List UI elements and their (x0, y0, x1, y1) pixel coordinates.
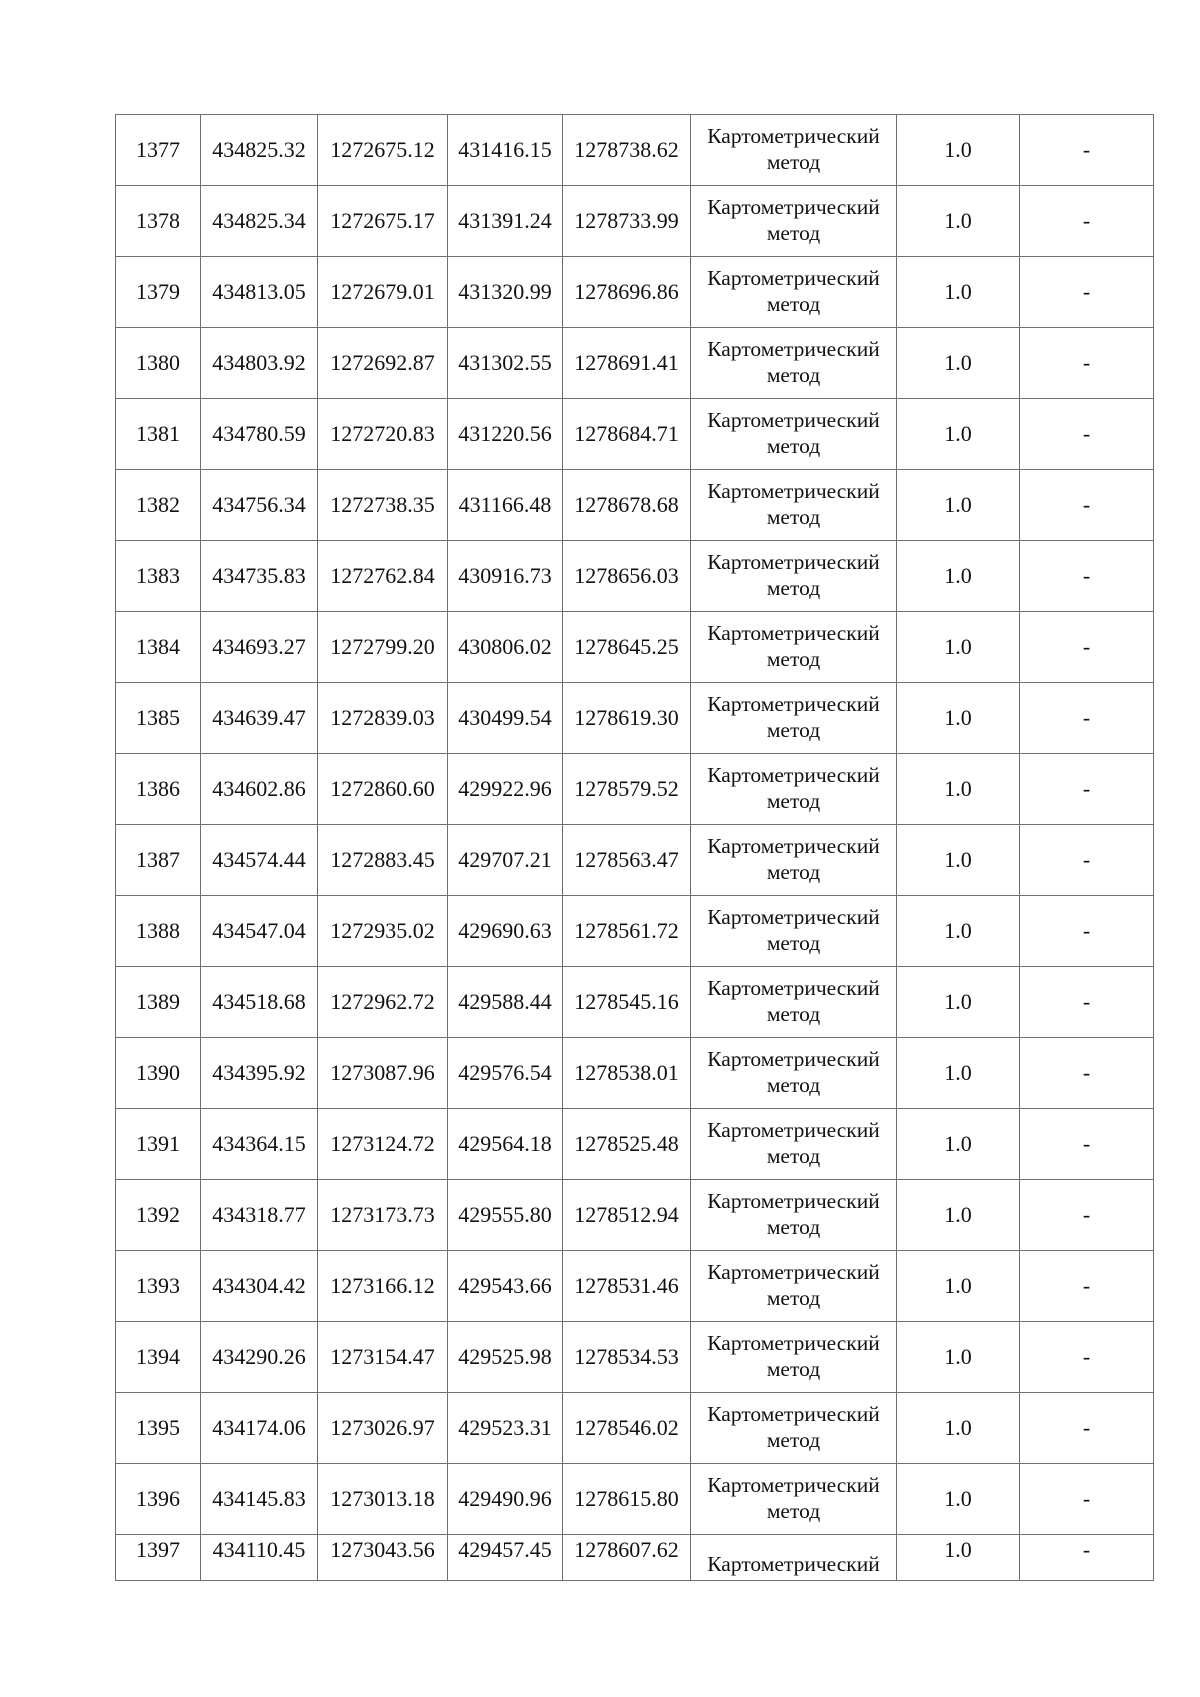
y-coordinate-alt-cell: 1278733.99 (563, 186, 691, 257)
accuracy-cell: 1.0 (897, 1180, 1020, 1251)
x-coordinate-cell: 434735.83 (201, 541, 318, 612)
y-coordinate-cell: 1273043.56 (318, 1535, 448, 1581)
x-coordinate-alt-cell: 429543.66 (448, 1251, 563, 1322)
table-row (116, 115, 1154, 186)
method-cell: Картометрический метод (691, 470, 897, 541)
x-coordinate-alt-cell: 430806.02 (448, 612, 563, 683)
y-coordinate-cell: 1272883.45 (318, 825, 448, 896)
method-cell: Картометрический метод (691, 683, 897, 754)
note-cell: - (1020, 967, 1154, 1038)
note-cell: - (1020, 470, 1154, 541)
method-cell: Картометрический метод (691, 186, 897, 257)
y-coordinate-alt-cell: 1278579.52 (563, 754, 691, 825)
accuracy-cell: 1.0 (897, 541, 1020, 612)
x-coordinate-cell: 434574.44 (201, 825, 318, 896)
y-coordinate-alt-cell: 1278545.16 (563, 967, 691, 1038)
point-number-cell: 1393 (116, 1251, 201, 1322)
table-row (116, 399, 1154, 470)
method-cell: Картометрический метод (691, 1322, 897, 1393)
y-coordinate-cell: 1272738.35 (318, 470, 448, 541)
table-row (116, 328, 1154, 399)
point-number-cell: 1381 (116, 399, 201, 470)
method-cell: Картометрический метод (691, 896, 897, 967)
x-coordinate-cell: 434803.92 (201, 328, 318, 399)
y-coordinate-cell: 1273166.12 (318, 1251, 448, 1322)
coordinates-table-body (116, 115, 1154, 1581)
y-coordinate-cell: 1273013.18 (318, 1464, 448, 1535)
table-row (116, 825, 1154, 896)
accuracy-cell: 1.0 (897, 115, 1020, 186)
accuracy-cell: 1.0 (897, 612, 1020, 683)
x-coordinate-cell: 434304.42 (201, 1251, 318, 1322)
x-coordinate-alt-cell: 431320.99 (448, 257, 563, 328)
x-coordinate-alt-cell: 430916.73 (448, 541, 563, 612)
y-coordinate-cell: 1273154.47 (318, 1322, 448, 1393)
y-coordinate-alt-cell: 1278531.46 (563, 1251, 691, 1322)
note-cell: - (1020, 825, 1154, 896)
point-number-cell: 1391 (116, 1109, 201, 1180)
point-number-cell: 1384 (116, 612, 201, 683)
accuracy-cell: 1.0 (897, 896, 1020, 967)
x-coordinate-cell: 434145.83 (201, 1464, 318, 1535)
method-cell: Картометрический (691, 1535, 897, 1581)
y-coordinate-alt-cell: 1278512.94 (563, 1180, 691, 1251)
note-cell: - (1020, 1322, 1154, 1393)
y-coordinate-cell: 1272679.01 (318, 257, 448, 328)
x-coordinate-alt-cell: 429564.18 (448, 1109, 563, 1180)
note-cell: - (1020, 186, 1154, 257)
y-coordinate-cell: 1272675.17 (318, 186, 448, 257)
method-cell: Картометрический метод (691, 257, 897, 328)
accuracy-cell: 1.0 (897, 1109, 1020, 1180)
note-cell: - (1020, 1393, 1154, 1464)
x-coordinate-alt-cell: 431416.15 (448, 115, 563, 186)
y-coordinate-cell: 1272675.12 (318, 115, 448, 186)
method-cell: Картометрический метод (691, 1251, 897, 1322)
y-coordinate-alt-cell: 1278656.03 (563, 541, 691, 612)
accuracy-cell: 1.0 (897, 683, 1020, 754)
accuracy-cell: 1.0 (897, 1464, 1020, 1535)
note-cell: - (1020, 328, 1154, 399)
x-coordinate-alt-cell: 429922.96 (448, 754, 563, 825)
method-cell: Картометрический метод (691, 1109, 897, 1180)
x-coordinate-cell: 434290.26 (201, 1322, 318, 1393)
point-number-cell: 1395 (116, 1393, 201, 1464)
x-coordinate-cell: 434813.05 (201, 257, 318, 328)
y-coordinate-alt-cell: 1278561.72 (563, 896, 691, 967)
x-coordinate-alt-cell: 429523.31 (448, 1393, 563, 1464)
point-number-cell: 1382 (116, 470, 201, 541)
y-coordinate-alt-cell: 1278696.86 (563, 257, 691, 328)
point-number-cell: 1394 (116, 1322, 201, 1393)
y-coordinate-cell: 1273026.97 (318, 1393, 448, 1464)
x-coordinate-cell: 434825.32 (201, 115, 318, 186)
note-cell: - (1020, 399, 1154, 470)
note-cell: - (1020, 1251, 1154, 1322)
y-coordinate-cell: 1273124.72 (318, 1109, 448, 1180)
accuracy-cell: 1.0 (897, 1535, 1020, 1581)
table-row (116, 470, 1154, 541)
table-row (116, 1393, 1154, 1464)
point-number-cell: 1388 (116, 896, 201, 967)
note-cell: - (1020, 1109, 1154, 1180)
x-coordinate-cell: 434602.86 (201, 754, 318, 825)
x-coordinate-alt-cell: 429457.45 (448, 1535, 563, 1581)
point-number-cell: 1380 (116, 328, 201, 399)
method-cell: Картометрический метод (691, 541, 897, 612)
accuracy-cell: 1.0 (897, 967, 1020, 1038)
note-cell: - (1020, 1535, 1154, 1581)
method-cell: Картометрический метод (691, 1464, 897, 1535)
method-cell: Картометрический метод (691, 754, 897, 825)
x-coordinate-cell: 434780.59 (201, 399, 318, 470)
accuracy-cell: 1.0 (897, 399, 1020, 470)
table-row (116, 1322, 1154, 1393)
method-cell: Картометрический метод (691, 825, 897, 896)
accuracy-cell: 1.0 (897, 257, 1020, 328)
table-row (116, 1180, 1154, 1251)
x-coordinate-alt-cell: 429490.96 (448, 1464, 563, 1535)
accuracy-cell: 1.0 (897, 1393, 1020, 1464)
y-coordinate-cell: 1272692.87 (318, 328, 448, 399)
accuracy-cell: 1.0 (897, 1322, 1020, 1393)
y-coordinate-alt-cell: 1278615.80 (563, 1464, 691, 1535)
point-number-cell: 1392 (116, 1180, 201, 1251)
method-cell: Картометрический метод (691, 1180, 897, 1251)
note-cell: - (1020, 1180, 1154, 1251)
x-coordinate-cell: 434639.47 (201, 683, 318, 754)
note-cell: - (1020, 754, 1154, 825)
table-row (116, 257, 1154, 328)
point-number-cell: 1383 (116, 541, 201, 612)
point-number-cell: 1390 (116, 1038, 201, 1109)
table-row (116, 1109, 1154, 1180)
x-coordinate-alt-cell: 431220.56 (448, 399, 563, 470)
note-cell: - (1020, 1038, 1154, 1109)
table-row (116, 186, 1154, 257)
x-coordinate-alt-cell: 430499.54 (448, 683, 563, 754)
method-cell: Картометрический метод (691, 612, 897, 683)
note-cell: - (1020, 612, 1154, 683)
x-coordinate-cell: 434825.34 (201, 186, 318, 257)
table-row (116, 612, 1154, 683)
y-coordinate-alt-cell: 1278678.68 (563, 470, 691, 541)
x-coordinate-cell: 434547.04 (201, 896, 318, 967)
accuracy-cell: 1.0 (897, 1251, 1020, 1322)
y-coordinate-alt-cell: 1278546.02 (563, 1393, 691, 1464)
y-coordinate-cell: 1272935.02 (318, 896, 448, 967)
point-number-cell: 1387 (116, 825, 201, 896)
y-coordinate-cell: 1273173.73 (318, 1180, 448, 1251)
accuracy-cell: 1.0 (897, 825, 1020, 896)
table-row (116, 541, 1154, 612)
y-coordinate-cell: 1272799.20 (318, 612, 448, 683)
x-coordinate-cell: 434110.45 (201, 1535, 318, 1581)
method-cell: Картометрический метод (691, 328, 897, 399)
method-cell: Картометрический метод (691, 967, 897, 1038)
y-coordinate-alt-cell: 1278738.62 (563, 115, 691, 186)
y-coordinate-alt-cell: 1278684.71 (563, 399, 691, 470)
table-row (116, 967, 1154, 1038)
y-coordinate-alt-cell: 1278563.47 (563, 825, 691, 896)
y-coordinate-cell: 1272962.72 (318, 967, 448, 1038)
table-row (116, 1464, 1154, 1535)
x-coordinate-cell: 434756.34 (201, 470, 318, 541)
point-number-cell: 1397 (116, 1535, 201, 1581)
table-row (116, 683, 1154, 754)
note-cell: - (1020, 115, 1154, 186)
method-cell: Картометрический метод (691, 115, 897, 186)
x-coordinate-cell: 434693.27 (201, 612, 318, 683)
accuracy-cell: 1.0 (897, 470, 1020, 541)
method-cell: Картометрический метод (691, 1393, 897, 1464)
x-coordinate-alt-cell: 431391.24 (448, 186, 563, 257)
method-cell: Картометрический метод (691, 1038, 897, 1109)
note-cell: - (1020, 683, 1154, 754)
accuracy-cell: 1.0 (897, 328, 1020, 399)
point-number-cell: 1377 (116, 115, 201, 186)
table-row (116, 1251, 1154, 1322)
x-coordinate-cell: 434518.68 (201, 967, 318, 1038)
note-cell: - (1020, 1464, 1154, 1535)
x-coordinate-alt-cell: 429588.44 (448, 967, 563, 1038)
x-coordinate-alt-cell: 429690.63 (448, 896, 563, 967)
table-row (116, 1038, 1154, 1109)
point-number-cell: 1396 (116, 1464, 201, 1535)
x-coordinate-alt-cell: 429525.98 (448, 1322, 563, 1393)
method-cell: Картометрический метод (691, 399, 897, 470)
x-coordinate-cell: 434364.15 (201, 1109, 318, 1180)
y-coordinate-cell: 1272762.84 (318, 541, 448, 612)
x-coordinate-alt-cell: 429555.80 (448, 1180, 563, 1251)
x-coordinate-alt-cell: 429707.21 (448, 825, 563, 896)
table-row (116, 754, 1154, 825)
point-number-cell: 1385 (116, 683, 201, 754)
x-coordinate-cell: 434174.06 (201, 1393, 318, 1464)
accuracy-cell: 1.0 (897, 1038, 1020, 1109)
point-number-cell: 1378 (116, 186, 201, 257)
y-coordinate-cell: 1272839.03 (318, 683, 448, 754)
point-number-cell: 1389 (116, 967, 201, 1038)
x-coordinate-alt-cell: 431302.55 (448, 328, 563, 399)
coordinates-table (115, 114, 1154, 1581)
note-cell: - (1020, 896, 1154, 967)
y-coordinate-cell: 1272860.60 (318, 754, 448, 825)
table-row (116, 896, 1154, 967)
x-coordinate-cell: 434395.92 (201, 1038, 318, 1109)
point-number-cell: 1379 (116, 257, 201, 328)
note-cell: - (1020, 541, 1154, 612)
y-coordinate-alt-cell: 1278538.01 (563, 1038, 691, 1109)
table-row (116, 1535, 1154, 1581)
y-coordinate-alt-cell: 1278645.25 (563, 612, 691, 683)
x-coordinate-alt-cell: 431166.48 (448, 470, 563, 541)
y-coordinate-alt-cell: 1278619.30 (563, 683, 691, 754)
y-coordinate-alt-cell: 1278525.48 (563, 1109, 691, 1180)
y-coordinate-alt-cell: 1278607.62 (563, 1535, 691, 1581)
x-coordinate-cell: 434318.77 (201, 1180, 318, 1251)
point-number-cell: 1386 (116, 754, 201, 825)
y-coordinate-cell: 1272720.83 (318, 399, 448, 470)
y-coordinate-alt-cell: 1278534.53 (563, 1322, 691, 1393)
x-coordinate-alt-cell: 429576.54 (448, 1038, 563, 1109)
accuracy-cell: 1.0 (897, 186, 1020, 257)
y-coordinate-alt-cell: 1278691.41 (563, 328, 691, 399)
y-coordinate-cell: 1273087.96 (318, 1038, 448, 1109)
note-cell: - (1020, 257, 1154, 328)
accuracy-cell: 1.0 (897, 754, 1020, 825)
